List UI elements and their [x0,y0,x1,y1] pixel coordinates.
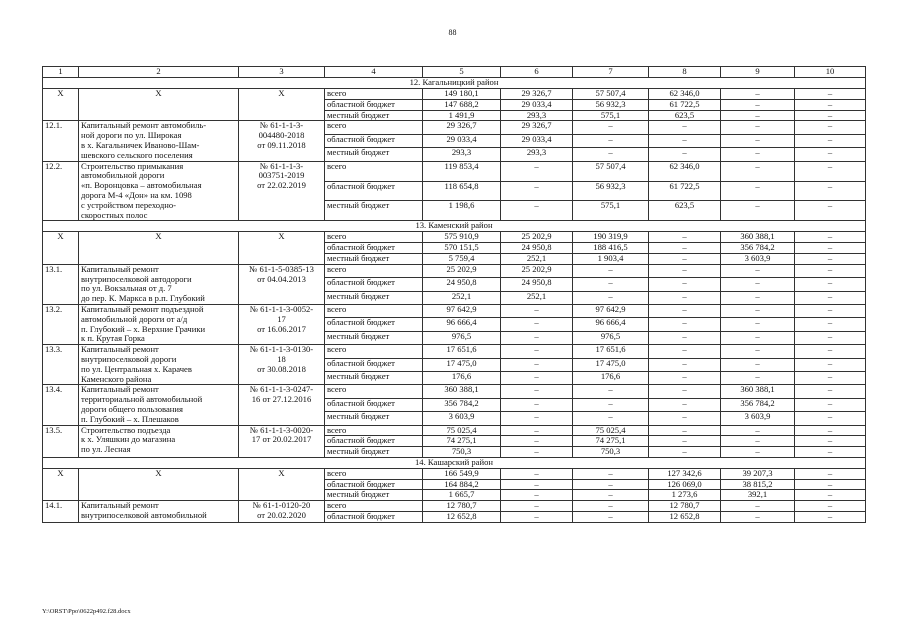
amount-cell: – [501,181,573,201]
column-number: 5 [423,67,501,78]
amount-cell: – [501,468,573,479]
amount-cell: – [795,447,866,458]
amount-cell: 29 326,7 [501,121,573,134]
amount-cell: – [501,345,573,358]
amount-cell: 252,1 [423,291,501,304]
funding-source: местный бюджет [325,490,423,501]
amount-cell: – [501,501,573,512]
amount-cell: 293,3 [501,148,573,161]
amount-cell: 293,3 [423,148,501,161]
file-path-footer: Y:\ORST\Ppo\0622p492.f28.docx [42,608,131,615]
amount-cell: 356 784,2 [721,398,795,411]
funding-source: областной бюджет [325,243,423,254]
amount-cell: – [795,436,866,447]
funding-source: всего [325,345,423,358]
section-row [43,457,866,468]
amount-cell: 575,1 [573,110,649,121]
entry-object: Капитальный ремонт внутрипоселковой автодороги по ул. Вокзальная от д. 7 до пер. К. Маркса в р.п. Глубокий [79,264,239,304]
entry-object: X [79,232,239,264]
amount-cell: 74 275,1 [423,436,501,447]
section-row [43,78,866,89]
amount-cell: 12 652,8 [423,512,501,523]
amount-cell: 17 651,6 [573,345,649,358]
amount-cell: – [795,512,866,523]
entry-number: 13.3. [43,345,79,385]
amount-cell: – [573,264,649,277]
amount-cell: – [795,134,866,147]
amount-cell: – [649,318,721,331]
amount-cell: 29 326,7 [423,121,501,134]
amount-cell: – [795,490,866,501]
amount-cell: 12 652,8 [649,512,721,523]
entry-number: 13.1. [43,264,79,304]
amount-cell: – [721,291,795,304]
amount-cell: 57 507,4 [573,161,649,181]
column-number: 9 [721,67,795,78]
funding-source: областной бюджет [325,358,423,371]
entry-number: X [43,232,79,264]
amount-cell: 164 884,2 [423,479,501,490]
amount-cell: – [795,291,866,304]
amount-cell: – [795,232,866,243]
amount-cell: – [649,134,721,147]
amount-cell: – [795,110,866,121]
page-number: 88 [448,28,457,37]
amount-cell: 623,5 [649,110,721,121]
amount-cell: – [795,304,866,317]
entry-object: Капитальный ремонт внутрипоселковой автомобильной [79,501,239,523]
amount-cell: – [649,358,721,371]
amount-cell: 1 665,7 [423,490,501,501]
amount-cell: 188 416,5 [573,243,649,254]
funding-source: всего [325,425,423,436]
funding-source: областной бюджет [325,99,423,110]
amount-cell: – [573,490,649,501]
amount-cell: – [721,278,795,291]
amount-cell: 17 475,0 [573,358,649,371]
amount-cell: – [721,181,795,201]
amount-cell: – [795,99,866,110]
amount-cell: 24 950,8 [423,278,501,291]
amount-cell: 252,1 [501,291,573,304]
amount-cell: 29 033,4 [501,99,573,110]
entry-object: Капитальный ремонт подъездной автомобильной дороги от а/д п. Глубокий – х. Верхние Грачики к п. Крутая Горка [79,304,239,344]
amount-cell: 24 950,8 [501,278,573,291]
entry-reference: X [239,89,325,121]
amount-cell: – [649,253,721,264]
entry-object: Строительство подъезда к х. Уляшкин до магазина по ул. Лесная [79,425,239,457]
amount-cell: – [721,345,795,358]
amount-cell: – [795,331,866,344]
amount-cell: 360 388,1 [721,232,795,243]
amount-cell: – [573,291,649,304]
section-row [43,221,866,232]
amount-cell: 126 069,0 [649,479,721,490]
amount-cell: – [649,264,721,277]
table-row [43,501,866,512]
amount-cell: – [721,121,795,134]
amount-cell: 29 033,4 [423,134,501,147]
entry-object: Строительство примыкания автомобильной дороги «п. Воронцовка – автомобильная дорога М-4 «Дон» на км. 1098 с устройством переходно- скоростных полос [79,161,239,221]
amount-cell: 1 491,9 [423,110,501,121]
entry-object: X [79,468,239,500]
amount-cell: 5 759,4 [423,253,501,264]
amount-cell: – [649,371,721,384]
funding-source: областной бюджет [325,278,423,291]
entry-reference: X [239,468,325,500]
amount-cell: 149 180,1 [423,89,501,100]
entry-number: X [43,89,79,121]
amount-cell: – [795,121,866,134]
entry-reference: № 61-1-1-3-0020- 17 от 20.02.2017 [239,425,325,457]
funding-source: всего [325,232,423,243]
amount-cell: 293,3 [501,110,573,121]
amount-cell: 1 903,4 [573,253,649,264]
table-row [43,425,866,436]
amount-cell: 176,6 [423,371,501,384]
column-number: 1 [43,67,79,78]
amount-cell: 17 475,0 [423,358,501,371]
amount-cell: 575,1 [573,201,649,221]
amount-cell: – [501,479,573,490]
amount-cell: – [795,412,866,425]
amount-cell: – [501,385,573,398]
column-number: 6 [501,67,573,78]
amount-cell: – [795,318,866,331]
amount-cell: – [573,468,649,479]
amount-cell: 356 784,2 [721,243,795,254]
entry-object: X [79,89,239,121]
amount-cell: 12 780,7 [649,501,721,512]
amount-cell: – [501,161,573,181]
table-row [43,385,866,398]
amount-cell: – [721,436,795,447]
funding-source: всего [325,89,423,100]
amount-cell: – [573,412,649,425]
amount-cell: 38 815,2 [721,479,795,490]
amount-cell: – [649,425,721,436]
funding-source: областной бюджет [325,398,423,411]
amount-cell: – [649,385,721,398]
amount-cell: – [795,253,866,264]
amount-cell: 29 326,7 [501,89,573,100]
amount-cell: – [649,232,721,243]
amount-cell: – [649,243,721,254]
amount-cell: 3 603,9 [721,412,795,425]
entry-reference: № 61-1-0120-20 от 20.02.2020 [239,501,325,523]
funding-source: всего [325,121,423,134]
amount-cell: – [501,358,573,371]
table-row [43,161,866,181]
amount-cell: – [649,304,721,317]
table-row [43,121,866,134]
amount-cell: 570 151,5 [423,243,501,254]
amount-cell: – [501,318,573,331]
funding-source: местный бюджет [325,447,423,458]
amount-cell: – [795,161,866,181]
amount-cell: – [795,89,866,100]
funding-source: всего [325,264,423,277]
column-number-row [43,67,866,78]
amount-cell: – [501,447,573,458]
amount-cell: 127 342,6 [649,468,721,479]
funding-source: местный бюджет [325,110,423,121]
entry-object: Капитальный ремонт внутрипоселковой дороги по ул. Центральная х. Карачев Каменского района [79,345,239,385]
funding-source: областной бюджет [325,479,423,490]
amount-cell: 25 202,9 [423,264,501,277]
amount-cell: – [573,278,649,291]
amount-cell: – [721,201,795,221]
amount-cell: – [795,345,866,358]
amount-cell: – [721,447,795,458]
funding-source: местный бюджет [325,291,423,304]
amount-cell: 3 603,9 [423,412,501,425]
amount-cell: 25 202,9 [501,232,573,243]
amount-cell: 356 784,2 [423,398,501,411]
amount-cell: – [573,512,649,523]
amount-cell: – [649,436,721,447]
amount-cell: 1 198,6 [423,201,501,221]
amount-cell: 623,5 [649,201,721,221]
amount-cell: – [721,358,795,371]
amount-cell: – [795,468,866,479]
amount-cell: – [795,425,866,436]
amount-cell: 147 688,2 [423,99,501,110]
amount-cell: – [721,501,795,512]
section-title: 14. Кашарский район [43,457,866,468]
entry-number: 13.5. [43,425,79,457]
amount-cell: – [721,331,795,344]
amount-cell: 1 273,6 [649,490,721,501]
amount-cell: 56 932,3 [573,181,649,201]
amount-cell: – [721,89,795,100]
entry-number: X [43,468,79,500]
entry-reference: № 61-1-1-3- 004480-2018 от 09.11.2018 [239,121,325,161]
table-row [43,89,866,100]
entry-number: 12.2. [43,161,79,221]
amount-cell: – [573,501,649,512]
amount-cell: – [649,291,721,304]
amount-cell: – [573,148,649,161]
budget-table [42,66,866,523]
amount-cell: – [649,412,721,425]
amount-cell: 190 319,9 [573,232,649,243]
amount-cell: 976,5 [573,331,649,344]
amount-cell: – [721,110,795,121]
amount-cell: 976,5 [423,331,501,344]
amount-cell: – [795,371,866,384]
amount-cell: – [721,161,795,181]
amount-cell: 118 654,8 [423,181,501,201]
amount-cell: – [721,148,795,161]
amount-cell: – [501,490,573,501]
amount-cell: 252,1 [501,253,573,264]
amount-cell: – [649,121,721,134]
amount-cell: – [573,121,649,134]
amount-cell: 360 388,1 [423,385,501,398]
amount-cell: 3 603,9 [721,253,795,264]
amount-cell: – [795,385,866,398]
amount-cell: 39 207,3 [721,468,795,479]
funding-source: областной бюджет [325,134,423,147]
amount-cell: 176,6 [573,371,649,384]
funding-source: местный бюджет [325,331,423,344]
entry-reference: № 61-1-1-3-0130- 18 от 30.08.2018 [239,345,325,385]
funding-source: областной бюджет [325,512,423,523]
amount-cell: – [573,398,649,411]
funding-source: всего [325,304,423,317]
column-number: 4 [325,67,423,78]
amount-cell: – [795,148,866,161]
amount-cell: – [795,243,866,254]
entry-reference: № 61-1-1-3-0052- 17 от 16.06.2017 [239,304,325,344]
column-number: 8 [649,67,721,78]
entry-object: Капитальный ремонт автомобиль- ной дороги по ул. Широкая в х. Кагальничек Ивановo-Шам- шевского сельского поселения [79,121,239,161]
amount-cell: 360 388,1 [721,385,795,398]
amount-cell: – [501,201,573,221]
amount-cell: – [573,134,649,147]
amount-cell: – [501,371,573,384]
funding-source: местный бюджет [325,253,423,264]
amount-cell: – [721,134,795,147]
amount-cell: 61 722,5 [649,99,721,110]
amount-cell: – [501,398,573,411]
amount-cell: 17 651,6 [423,345,501,358]
amount-cell: – [573,479,649,490]
amount-cell: – [649,398,721,411]
funding-source: областной бюджет [325,318,423,331]
table-row [43,304,866,317]
amount-cell: – [649,148,721,161]
table-row [43,232,866,243]
amount-cell: – [501,436,573,447]
amount-cell: – [573,385,649,398]
amount-cell: – [795,181,866,201]
amount-cell: – [649,345,721,358]
amount-cell: 96 666,4 [573,318,649,331]
column-number: 3 [239,67,325,78]
amount-cell: 750,3 [573,447,649,458]
amount-cell: 75 025,4 [423,425,501,436]
amount-cell: – [649,331,721,344]
funding-source: всего [325,385,423,398]
entry-reference: № 61-1-5-0385-13 от 04.04.2013 [239,264,325,304]
funding-source: всего [325,501,423,512]
amount-cell: 97 642,9 [573,304,649,317]
amount-cell: – [795,264,866,277]
amount-cell: 119 853,4 [423,161,501,181]
amount-cell: 62 346,0 [649,161,721,181]
amount-cell: – [501,412,573,425]
amount-cell: – [501,304,573,317]
amount-cell: – [721,304,795,317]
amount-cell: – [721,425,795,436]
entry-number: 13.4. [43,385,79,425]
amount-cell: – [501,425,573,436]
amount-cell: – [721,318,795,331]
amount-cell: – [721,512,795,523]
amount-cell: – [721,371,795,384]
amount-cell: 750,3 [423,447,501,458]
amount-cell: 57 507,4 [573,89,649,100]
amount-cell: 29 033,4 [501,134,573,147]
amount-cell: 96 666,4 [423,318,501,331]
funding-source: местный бюджет [325,371,423,384]
entry-object: Капитальный ремонт территориальной автомобильной дороги общего пользования п. Глубокий – х. Плешаков [79,385,239,425]
entry-reference: X [239,232,325,264]
table-row [43,468,866,479]
section-title: 12. Кагальницкий район [43,78,866,89]
column-number: 2 [79,67,239,78]
amount-cell: – [795,358,866,371]
entry-reference: № 61-1-1-3-0247- 16 от 27.12.2016 [239,385,325,425]
funding-source: областной бюджет [325,436,423,447]
amount-cell: 56 932,3 [573,99,649,110]
amount-cell: 61 722,5 [649,181,721,201]
amount-cell: 25 202,9 [501,264,573,277]
section-title: 13. Каменский район [43,221,866,232]
funding-source: всего [325,468,423,479]
amount-cell: – [795,479,866,490]
amount-cell: 24 950,8 [501,243,573,254]
column-number: 7 [573,67,649,78]
funding-source: местный бюджет [325,201,423,221]
amount-cell: – [721,99,795,110]
table-row [43,264,866,277]
amount-cell: – [649,278,721,291]
amount-cell: 75 025,4 [573,425,649,436]
amount-cell: 97 642,9 [423,304,501,317]
funding-source: местный бюджет [325,148,423,161]
amount-cell: – [649,447,721,458]
amount-cell: – [721,264,795,277]
entry-reference: № 61-1-1-3- 003751-2019 от 22.02.2019 [239,161,325,221]
column-number: 10 [795,67,866,78]
entry-number: 12.1. [43,121,79,161]
table-row [43,345,866,358]
amount-cell: 74 275,1 [573,436,649,447]
amount-cell: – [795,278,866,291]
amount-cell: 166 549,9 [423,468,501,479]
amount-cell: – [795,501,866,512]
entry-number: 14.1. [43,501,79,523]
amount-cell: 575 910,9 [423,232,501,243]
funding-source: всего [325,161,423,181]
entry-number: 13.2. [43,304,79,344]
amount-cell: 12 780,7 [423,501,501,512]
amount-cell: – [795,398,866,411]
amount-cell: – [501,331,573,344]
funding-source: областной бюджет [325,181,423,201]
funding-source: местный бюджет [325,412,423,425]
amount-cell: 392,1 [721,490,795,501]
amount-cell: 62 346,0 [649,89,721,100]
amount-cell: – [795,201,866,221]
amount-cell: – [501,512,573,523]
